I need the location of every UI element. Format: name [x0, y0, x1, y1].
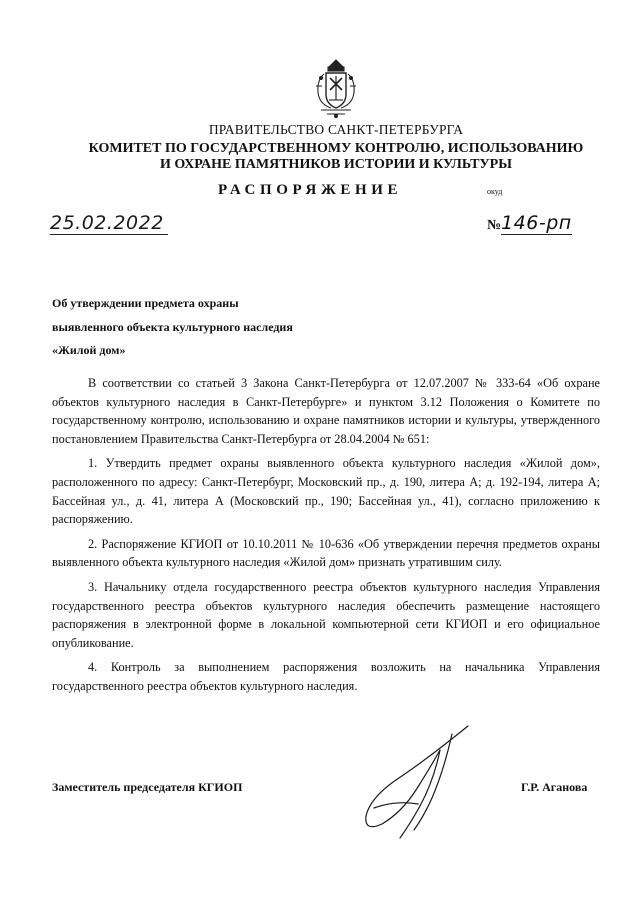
document-body [52, 374, 600, 702]
subject-line-2: выявленного объекта культурного наследия [52, 319, 293, 334]
item-3-paragraph: 3. Начальнику отдела государственного реестра объектов культурного наследия Управления государственного реестра объектов культурного наследия обеспечить размещение настоящего распоряжения в электронной форме в локальной компьютерной сети КГИОП и его официальное опубликование. [52, 579, 600, 650]
document-subject [52, 292, 293, 363]
subject-line-3: «Жилой дом» [52, 343, 126, 357]
document-number [487, 212, 572, 234]
committee-line-2: И ОХРАНЕ ПАМЯТНИКОВ ИСТОРИИ И КУЛЬТУРЫ [160, 157, 512, 172]
signatory-title: Заместитель председателя КГИОП [52, 780, 243, 794]
handwritten-signature-icon [356, 720, 474, 840]
committee-line-1: КОМИТЕТ ПО ГОСУДАРСТВЕННОМУ КОНТРОЛЮ, ИСПОЛЬЗОВАНИЮ [88, 141, 584, 156]
preamble-paragraph: В соответствии со статьей 3 Закона Санкт-Петербурга от 12.07.2007 № 333-64 «Об охране объектов культурного наследия в Санкт-Петербурге» и пунктом 3.12 Положения о Комитете по государственному контролю, использованию и охране памятников истории и культуры, утвержденного постановлением Правительства Санкт-Петербурга от 28.04.2004 № 651: [52, 376, 600, 446]
number-value: 146-рп [501, 212, 572, 234]
item-4-paragraph: 4. Контроль за выполнением распоряжения возложить на начальника Управления государственного реестра объектов культурного наследия. [52, 660, 600, 693]
organization-name: ПРАВИТЕЛЬСТВО САНКТ-ПЕТЕРБУРГА [208, 122, 464, 137]
subject-line-1: Об утверждении предмета охраны [52, 296, 239, 310]
item-2-paragraph: 2. Распоряжение КГИОП от 10.10.2011 № 10-636 «Об утверждении перечня предметов охраны выявленного объекта культурного наследия «Жилой дом» признать утратившим силу. [52, 536, 600, 570]
committee-name [16, 141, 640, 173]
okud-label: окуд [487, 187, 503, 196]
signatory-name: Г.Р. Аганова [521, 780, 588, 794]
document-type: РАСПОРЯЖЕНИЕ [218, 182, 403, 198]
number-sign: № [487, 218, 502, 233]
document-date: 25.02.2022 [50, 212, 168, 235]
coat-of-arms-icon [313, 58, 359, 120]
item-1-paragraph: 1. Утвердить предмет охраны выявленного объекта культурного наследия «Жилой дом», расположенного по адресу: Санкт-Петербург, Московский пр., д. 190, литера А; д. 192-194, литера А; Бассейная ул., д. 41, литера А (Московский пр., 190; Бассейная ул., 41), согласно приложению к распоряжению. [52, 456, 600, 527]
